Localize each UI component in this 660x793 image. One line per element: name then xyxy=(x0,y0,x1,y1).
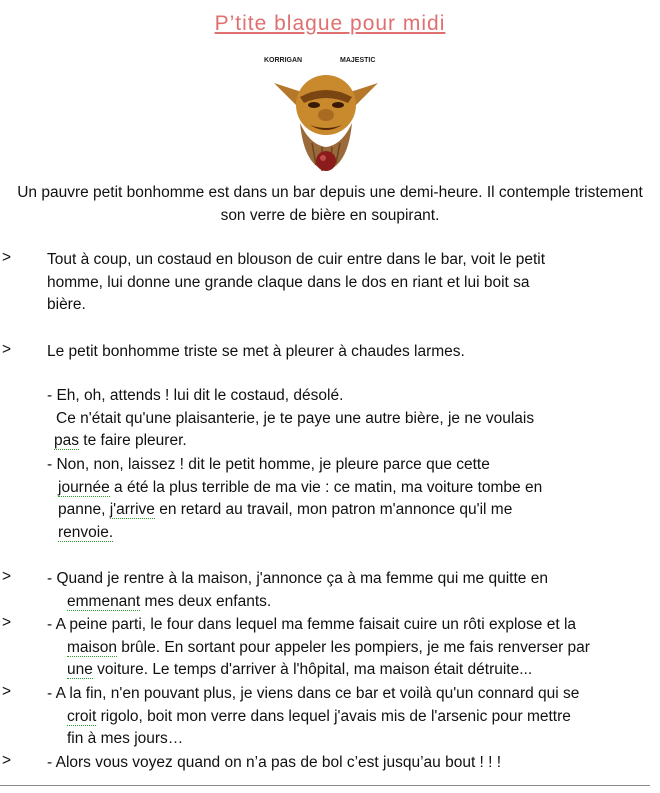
text-span: ça à ma femme qui me quitte en xyxy=(322,570,548,587)
text-span: en retard au travail, mon patron m'annonce qu'il me xyxy=(154,501,513,518)
text-line xyxy=(47,477,647,500)
spellcheck-word: j'arrive xyxy=(109,501,155,518)
text-line xyxy=(47,637,652,660)
spellcheck-word: croit xyxy=(67,707,97,725)
text-line: - A peine parti, le four dans lequel ma femme faisait cuire un rôti explose et la xyxy=(47,616,577,633)
paragraph-4 xyxy=(47,454,647,544)
quote-marker: > xyxy=(2,752,12,769)
paragraph-1 xyxy=(47,249,647,317)
bottom-rule xyxy=(0,785,650,786)
logo-text-right: MAJESTIC xyxy=(340,57,376,64)
text-line xyxy=(47,430,647,453)
text-span: voiture. Le temps d'arriver à l'hôpital, ma maison était détruite... xyxy=(92,661,533,678)
text-span: a été la plus terrible de ma vie : ce matin, ma voiture tombe en xyxy=(109,478,543,496)
text-line: Tout à coup, un costaud en blouson de cuir entre dans le bar, voit le petit xyxy=(47,251,546,268)
paragraph-2 xyxy=(47,341,647,364)
quote-marker: > xyxy=(2,614,12,631)
text-span: mes deux enfants. xyxy=(140,592,272,610)
text-line: - Non, non, laissez ! dit le petit homme, je pleure parce que cette xyxy=(47,456,490,473)
text-span: panne, xyxy=(58,501,110,518)
text-line: - A la fin, n'en pouvant plus, je viens dans ce bar et voilà qu'un connard qui se xyxy=(47,685,580,702)
text-span: rigolo, boit mon verre dans lequel j'avais mis de l'arsenic pour mettre xyxy=(96,707,571,725)
paragraph-6 xyxy=(47,614,652,682)
text-line: bière. xyxy=(47,296,86,313)
paragraph-5 xyxy=(47,568,647,613)
goblin-head-icon xyxy=(256,53,396,177)
logo-text-left: KORRIGAN xyxy=(264,57,303,64)
text-line xyxy=(47,659,652,682)
logo xyxy=(256,53,396,177)
quote-marker: > xyxy=(2,683,12,700)
text-line xyxy=(47,522,647,545)
text-span: brûle. En sortant pour appeler les pompiers, je me fais renverser par xyxy=(116,638,590,656)
text-span: - Quand je rentre à la maison, j'annonce xyxy=(47,570,323,587)
page-title: P’tite blague pour midi xyxy=(214,12,446,35)
text-line xyxy=(47,499,647,522)
spellcheck-word: une xyxy=(67,661,93,678)
paragraph-3 xyxy=(47,385,647,453)
quote-marker: > xyxy=(2,568,12,585)
text-line xyxy=(47,706,652,729)
text-line: Le petit bonhomme triste se met à pleurer à chaudes larmes. xyxy=(47,343,465,360)
spellcheck-word: emmenant xyxy=(67,592,141,610)
text-line: Ce n'était qu'une plaisanterie, je te paye une autre bière, je ne voulais xyxy=(56,409,535,427)
text-line xyxy=(47,568,647,591)
intro-text: Un pauvre petit bonhomme est dans un bar depuis une demi-heure. Il contemple tristement son verre de bière en soupirant. xyxy=(17,184,643,224)
quote-marker: > xyxy=(2,249,12,266)
spellcheck-word: pas xyxy=(54,432,79,449)
spellcheck-word: maison xyxy=(67,638,117,656)
quote-marker: > xyxy=(2,341,12,358)
spellcheck-word: renvoie. xyxy=(58,523,114,541)
text-line: - Alors vous voyez quand on n’a pas de bol c’est jusqu’au bout ! ! ! xyxy=(47,754,502,771)
paragraph-7 xyxy=(47,683,652,751)
text-line xyxy=(47,591,647,614)
paragraph-8 xyxy=(47,752,647,775)
text-span: te faire pleurer. xyxy=(79,432,187,449)
text-line: homme, lui donne une grande claque dans le dos en riant et lui boit sa xyxy=(47,273,530,291)
spellcheck-word: journée xyxy=(58,478,110,496)
text-line: fin à mes jours… xyxy=(67,730,184,747)
text-line: - Eh, oh, attends ! lui dit le costaud, désolé. xyxy=(47,387,344,404)
